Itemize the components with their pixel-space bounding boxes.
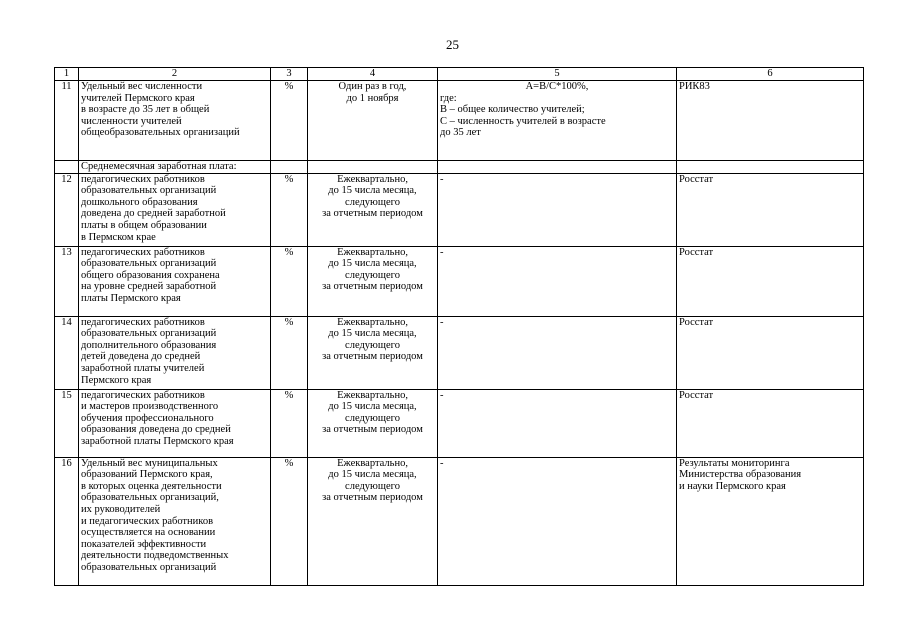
formula-text: - (438, 316, 677, 389)
indicator-text: педагогических работников образовательных организаций дополнительного образования детей доведена до средней заработной платы учителей Пермского края (81, 316, 217, 386)
table-row (55, 457, 864, 585)
frequency-text: Один раз в год, до 1 ноября (338, 81, 407, 104)
formula-text: - (438, 173, 677, 246)
header-col-6: 6 (677, 68, 864, 81)
table-row (55, 389, 864, 457)
unit: % (271, 173, 308, 246)
frequency-text: Ежеквартально, до 15 числа месяца, следующего за отчетным периодом (322, 389, 423, 436)
unit: % (271, 457, 308, 585)
section-row (55, 161, 864, 174)
header-col-4: 4 (308, 68, 438, 81)
indicators-table (54, 67, 864, 586)
row-number: 16 (55, 457, 79, 585)
indicator-text: педагогических работников образовательных организаций общего образования сохранена на уровне средней заработной платы Пермского края (81, 246, 220, 304)
header-col-3: 3 (271, 68, 308, 81)
table-header-row (55, 68, 864, 81)
section-title: Среднемесячная заработная плата: (79, 161, 271, 174)
frequency-text: Ежеквартально, до 15 числа месяца, следующего за отчетным периодом (322, 457, 423, 504)
table-row (55, 316, 864, 389)
frequency-text: Ежеквартально, до 15 числа месяца, следующего за отчетным периодом (322, 316, 423, 363)
row-number: 14 (55, 316, 79, 389)
formula-text: - (438, 389, 677, 457)
header-col-5: 5 (438, 68, 677, 81)
row-number: 15 (55, 389, 79, 457)
indicator-text: Удельный вес численности учителей Пермского края в возрасте до 35 лет в общей численности учителей общеобразовательных организаций (81, 81, 240, 139)
formula-text: - (438, 246, 677, 316)
frequency-text: Ежеквартально, до 15 числа месяца, следующего за отчетным периодом (322, 246, 423, 293)
indicator-text: педагогических работников и мастеров производственного обучения профессионального образования доведена до средней заработной платы Пермского края (81, 389, 234, 447)
row-number: 12 (55, 173, 79, 246)
frequency-text: Ежеквартально, до 15 числа месяца, следующего за отчетным периодом (322, 173, 423, 220)
row-number: 11 (55, 81, 79, 161)
formula-explanation: где: B – общее количество учителей; C – численность учителей в возрасте до 35 лет (440, 92, 606, 139)
table-row (55, 173, 864, 246)
header-col-1: 1 (55, 68, 79, 81)
source-text: Росстат (677, 316, 864, 389)
indicator-text: педагогических работников образовательных организаций дошкольного образования доведена до средней заработной платы в общем образовании в Пермском крае (81, 173, 226, 243)
source-text: Росстат (677, 173, 864, 246)
unit: % (271, 81, 308, 161)
row-number: 13 (55, 246, 79, 316)
formula-text: - (438, 457, 677, 585)
source-text: Росстат (677, 389, 864, 457)
source-text: РИК83 (677, 81, 864, 161)
header-col-2: 2 (79, 68, 271, 81)
unit: % (271, 316, 308, 389)
source-text: Росстат (677, 246, 864, 316)
page-number: 25 (446, 37, 459, 52)
table-row (55, 81, 864, 161)
unit: % (271, 389, 308, 457)
indicator-text: Удельный вес муниципальных образований Пермского края, в которых оценка деятельности образовательных организаций, их руководителей и педагогических работников осуществляется на основании показателей эффективности деятельности подведомственных образовательных организаций (81, 457, 229, 573)
table-row (55, 246, 864, 316)
unit: % (271, 246, 308, 316)
formula-text: A=B/C*100%, (525, 81, 589, 92)
source-text: Результаты мониторинга Министерства образования и науки Пермского края (679, 457, 802, 492)
